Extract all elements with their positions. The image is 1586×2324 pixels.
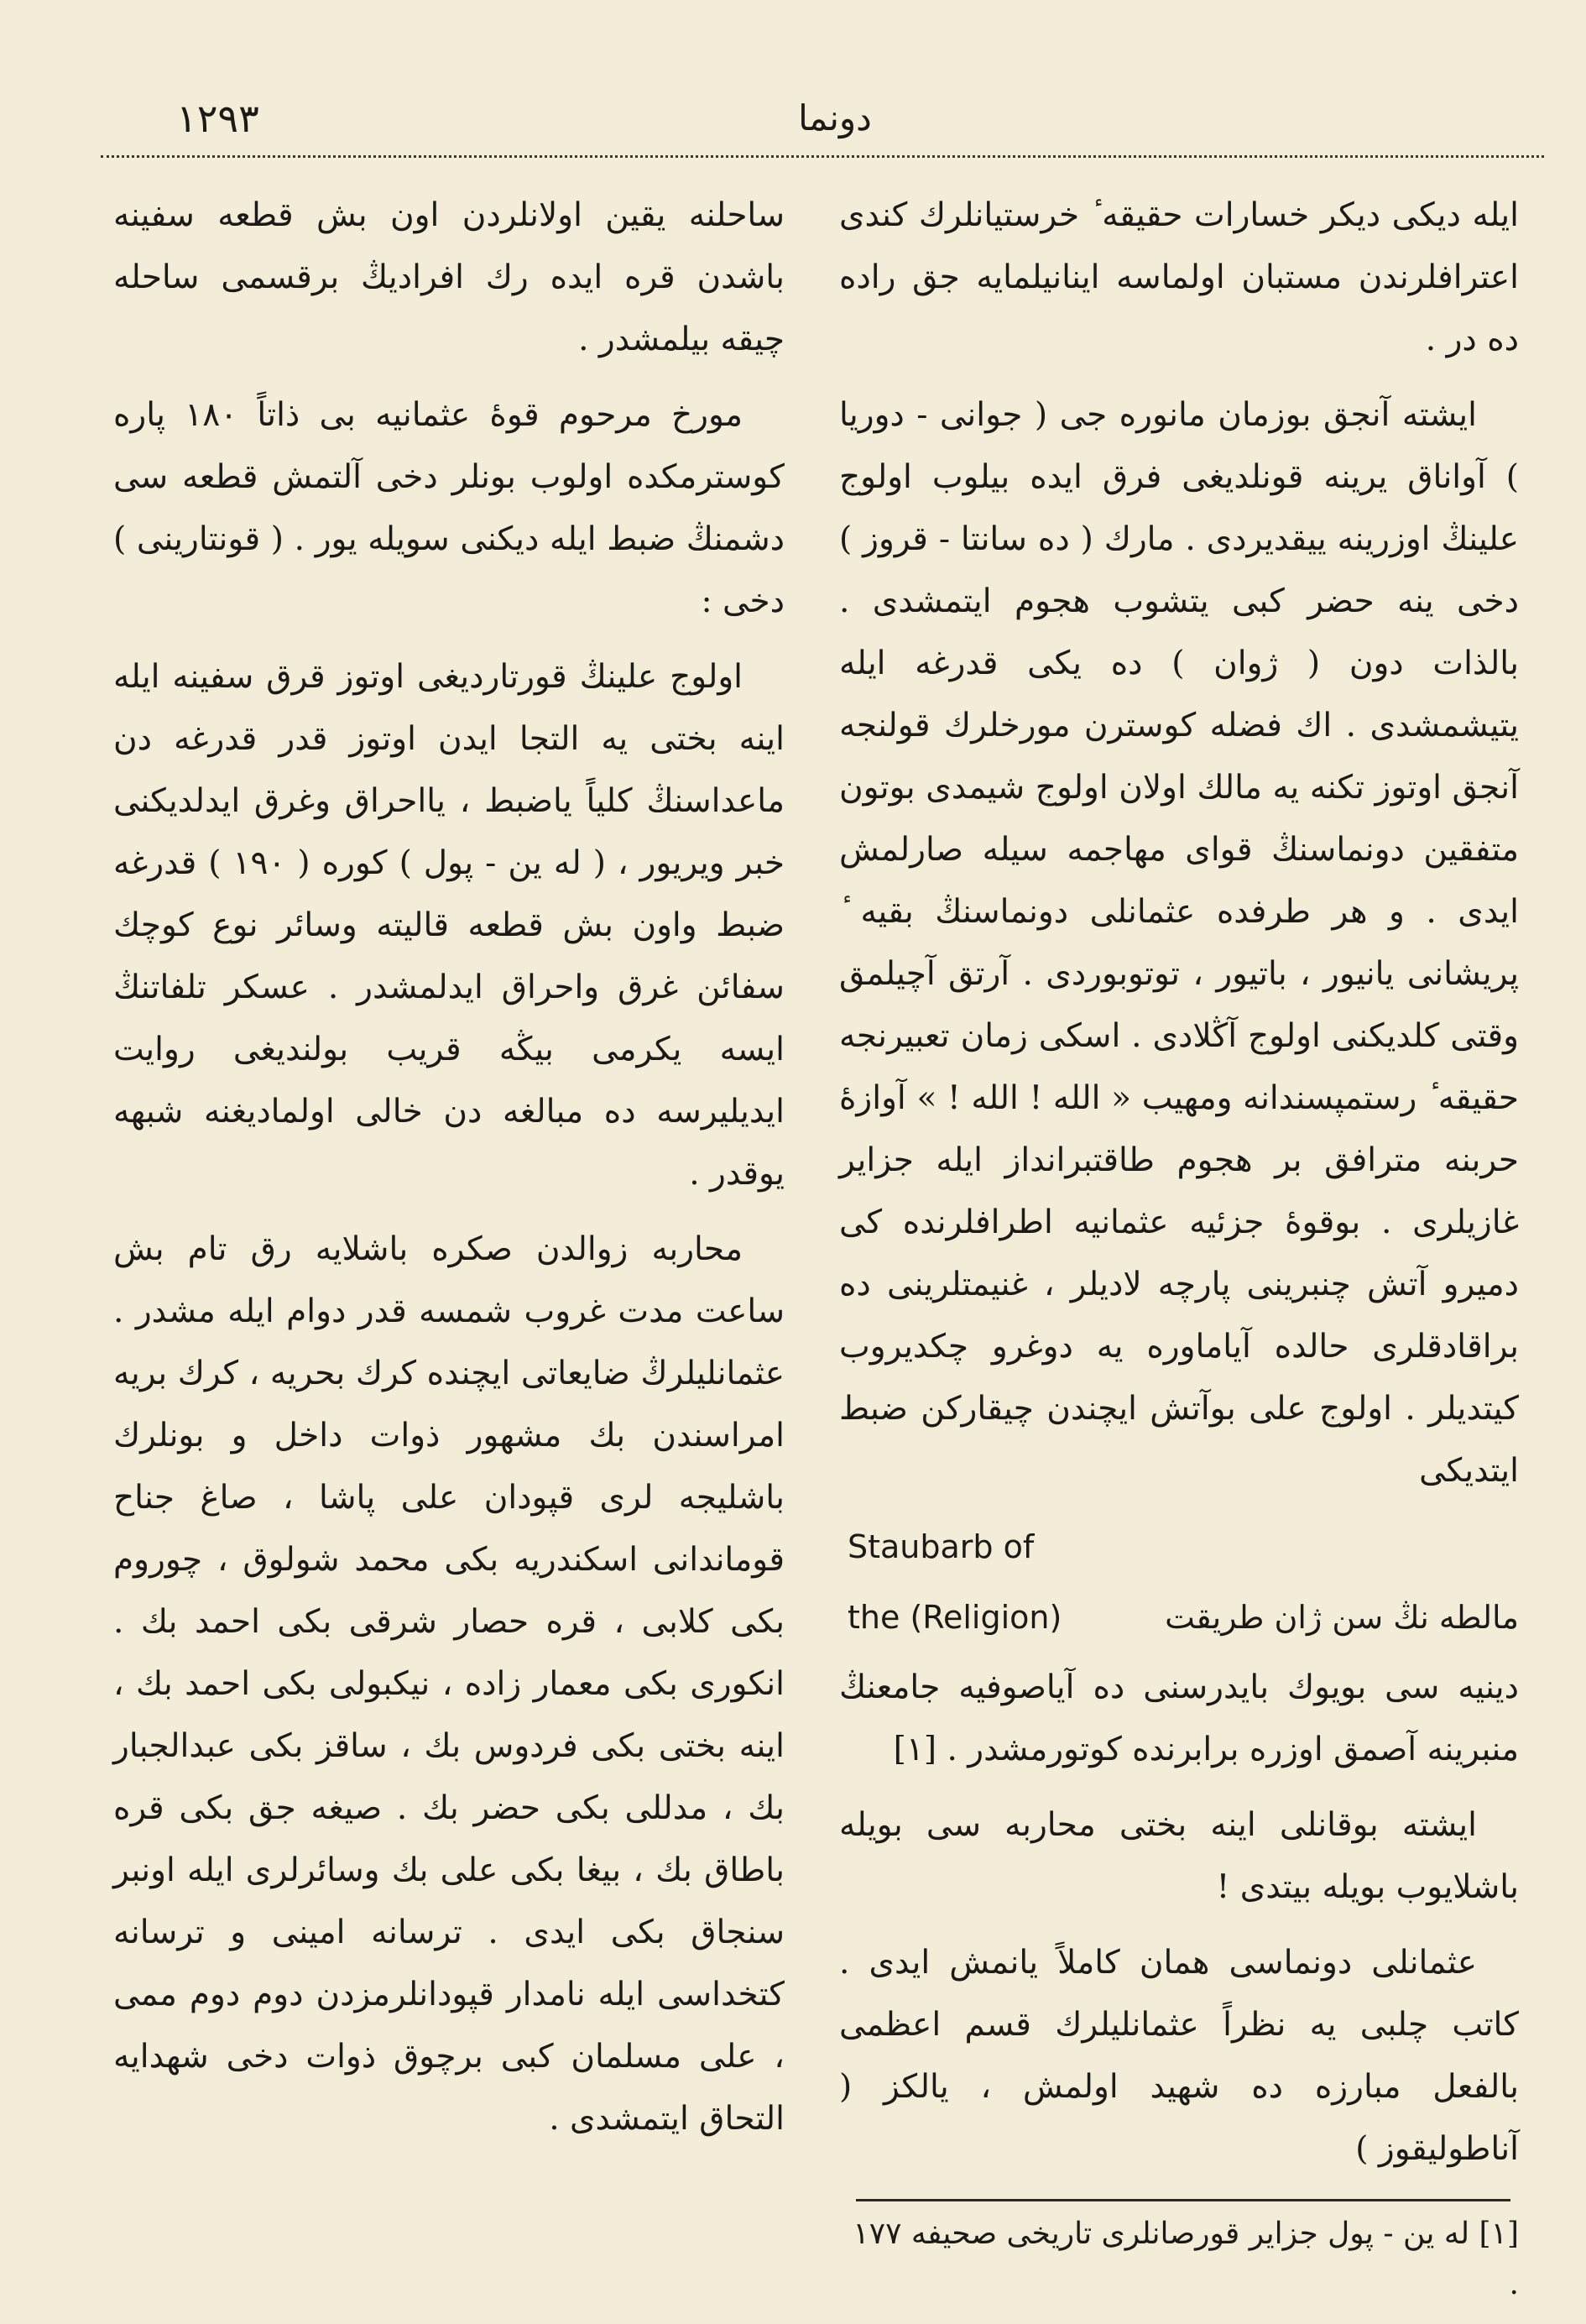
left-paragraph-1: ساحلنه يقين اولانلردن اون بش قطعه سفينه باشدن قره ايده رك افراديڭ برقسمى ساحله چيقه بيلمشدر . — [113, 196, 785, 358]
footnote-rule — [856, 2199, 1510, 2201]
left-paragraph-4: محاربه زوالدن صكره باشلايه رق تام بش ساعت مدت غروب شمسه قدر دوام ايله مشدر . عثمانليلرڭ ضايعاتى ايچنده كرك بحريه ، كرك بريه امراسندن بك مشهور ذوات داخل و بونلرك باشليجه لرى قپودان على پاشا ، صاغ جناح قوماندانى اسكندريه بكى محمد شولوق ، چوروم بكى كلابى ، قره حصار شرقى بكى احمد بك . انكورى بكى معمار زاده ، نيكبولى بكى احمد بك ، اينه بختى بكى فردوس بك ، ساقز بكى عبدالجبار بك ، مدللى بكى حضر بك . صيغه جق بكى قره باطاق بك ، بيغا بكى على بك وسائرلرى ايله اونبر سنجاق بكى ايدى . ترسانه امينى و ترسانه كتخداسى ايله نامدار قپودانلرمزدن دوم دوم ممى ، على مسلمان كبى برچوق ذوات دخى شهدايه التحاق ايتمشدى . — [113, 1230, 785, 2138]
page-header — [159, 91, 1510, 158]
latin-inline-line-2 — [839, 1586, 1519, 1647]
right-paragraph-5: عثمانلى دونماسى همان كاملاً يانمش ايدى . كاتب چلبى يه نظراً عثمانليلرك قسم اعظمى بالفعل مبارزه ده شهيد اولمش ، يالكز ( آناطوليقوز ) — [839, 1944, 1519, 2168]
left-column — [113, 185, 785, 2164]
page-number: ١٢٩٣ — [176, 96, 259, 141]
right-paragraph-1: ايله ديكى ديكر خسارات حقيقه ٔ خرستيانلرك كندى اعترافلرندن مستبان اولماسه اينانيلمايه جق راده ده در . — [839, 196, 1519, 358]
header-dotted-rule — [101, 155, 1544, 158]
latin-religion: the (Religion) — [848, 1599, 1062, 1636]
right-paragraph-2: ايشته آنجق بوزمان مانوره جى ( جوانى - دوريا ) آواناق يرينه قونلديغى فرق ايده بيلوب اولوج علينڭ اوزرينه ييقديردى . مارك ( ده سانتا - قروز ) دخى ينه حضر كبى يتشوب هجوم ايتمشدى . بالذات دون ( ژوان ) ده يكى قدرغه ايله يتيشمشدى . اك فضله كوسترن مورخلرك قولنجه آنجق اوتوز تكنه يه مالك اولان اولوج شيمدى بوتون متفقين دونماسنڭ قواى مهاجمه سيله صارلمش ايدى . و هر طرفده عثمانلى دونماسنڭ بقيه ٔ پريشانى يانيور ، باتيور ، توتوبوردى . آرتق آچيلمق وقتى كلديكنى اولوج آڭلادى . اسكى زمان تعبيرنجه حقيقه ٔ رستمپسندانه ومهيب « الله ! الله ! » آوازۀ حربنه مترافق بر هجوم طاقتبرانداز ايله جزاير غازيلرى . بوقوۀ جزئيه عثمانيه اطرافلرنده كى دميرو آتش چنبرينى پارچه لاديلر ، غنيمتلرينى ده براقادقلرى حالده آياماوره يه دوغرو چكديروب كيتديلر . اولوج على بوآتش ايچندن چيقاركن ضبط ايتديكى — [839, 396, 1519, 1490]
right-paragraph-4: ايشته بوقانلى اينه بختى محاربه سى بويله باشلايوب بويله بيتدى ! — [839, 1806, 1519, 1906]
footnote: [١] له ين - پول جزاير قورصانلرى تاريخى صحيفه ١٧٧ . — [853, 2217, 1519, 2301]
malta-order-text: مالطه نڭ سن ژان طريقت — [1165, 1599, 1519, 1636]
right-column — [839, 185, 1519, 2194]
right-paragraph-3: دينيه سى بويوك بايدرسنى ده آياصوفيه جامعنڭ منبرينه آصمق اوزره برابرنده كوتورمشدر . [١] — [839, 1669, 1519, 1768]
left-paragraph-2: مورخ مرحوم قوۀ عثمانيه بى ذاتاً ١٨٠ پاره كوسترمكده اولوب بونلر دخى آلتمش قطعه سى دشمنڭ ضبط ايله ديكنى سويله يور . ( قونتارينى ) دخى : — [113, 396, 785, 620]
running-title: دونما — [798, 97, 872, 138]
latin-staubarb: Staubarb of — [848, 1528, 1035, 1565]
latin-inline-line-1 — [839, 1516, 1519, 1576]
left-paragraph-3: اولوج علينڭ قورتارديغى اوتوز قرق سفينه ايله اينه بختى يه التجا ايدن اوتوز قدر قدرغه دن ماعداسنڭ كلياً ياضبط ، يااحراق وغرق ايدلديكنى خبر ويريور ، ( له ين - پول ) كوره ( ١٩٠ ) قدرغه ضبط واون بش قطعه قاليته وسائر نوع كوچك سفائن غرق واحراق ايدلمشدر . عسكر تلفاتنڭ ايسه يكرمى بيڭه قريب بولنديغى روايت ايديليرسه ده مبالغه دن خالى اولماديغنه شبهه يوقدر . — [113, 658, 785, 1193]
